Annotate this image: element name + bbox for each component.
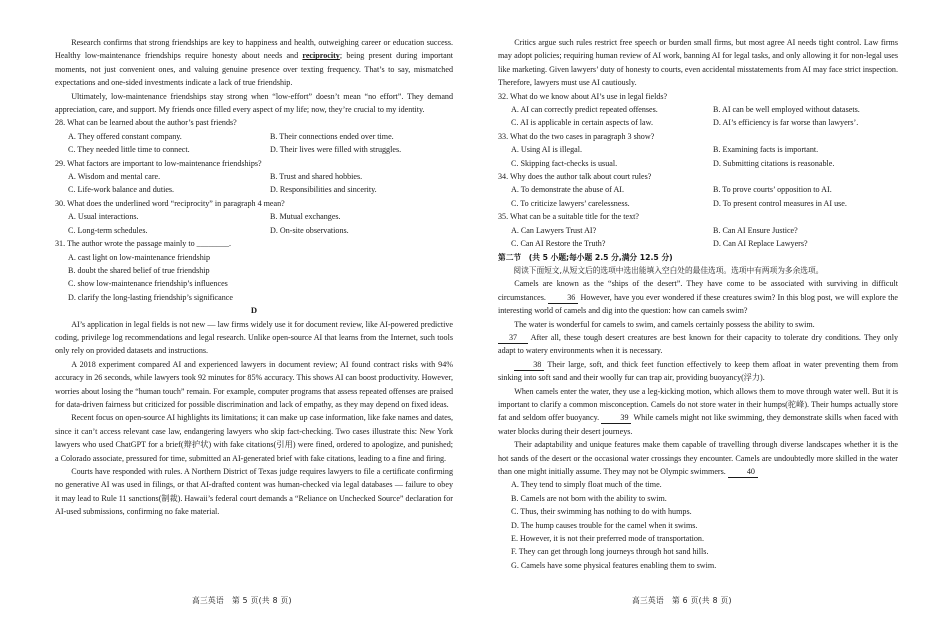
option-a: A. Using AI is illegal. — [511, 145, 583, 155]
cloze-paragraph-5: Their adaptability and unique features make them capable of travelling through diverse landscapes whether it is the hot sands of the desert or the occasional water crossings they encounter. Camels are undoubtedly more skilled in the water than one might initially assume. They may not be Olympic swimmers. 40 — [498, 440, 898, 476]
blank-40[interactable]: 40 — [728, 467, 758, 478]
option-d: D. clarify the long-lasting friendship’s significance — [68, 292, 233, 302]
blank-38[interactable]: 38 — [514, 360, 544, 371]
cloze-paragraph-4: When camels enter the water, they use a leg-kicking motion, which allows them to move through water well. But it is important to clarify a common misconception. Camels do not store water in their humps(驼峰). Their humps actually store fat and seldom offer buoyancy. 39 While camels might not like swimming, they demonstrate skills when faced with water blocks during their desert journeys. — [498, 386, 898, 436]
passage-c-paragraph-1: Research confirms that strong friendships are key to happiness and health, outweighing career or education success. Healthy low-maintenance friendships require honesty about needs and reciprocity; being present during important moments, not just convenient ones, and valuing genuine presence over texting frequency. That’s to say, mismatched expectations and one-sided investments indicate a lack of true friendship. — [55, 38, 453, 88]
option-e: E. However, it is not their preferred mode of transportation. — [511, 534, 704, 544]
question-stem: 33. What do the two cases in paragraph 3 show? — [498, 131, 655, 141]
option-c: C. Life-work balance and duties. — [68, 185, 175, 195]
section-2-heading: 第二节 (共 5 小题;每小题 2.5 分,满分 12.5 分) — [498, 252, 673, 262]
question-32 — [498, 90, 898, 130]
option-a: A. cast light on low-maintenance friendship — [68, 252, 211, 262]
page-footer-6: 高三英语 第 6 页(共 8 页) — [632, 596, 732, 605]
blank-39[interactable]: 39 — [601, 413, 631, 424]
question-34 — [498, 170, 898, 210]
option-a: A. They tend to simply float much of the time. — [511, 480, 662, 490]
option-d: D. On-site observations. — [270, 225, 349, 235]
option-b: B. Camels are not born with the ability to swim. — [511, 493, 667, 503]
section-2-instructions: 阅读下面短文,从短文后的选项中选出能填入空白处的最佳选项。选项中有两项为多余选项。 — [513, 265, 824, 275]
option-d: D. Submitting citations is reasonable. — [713, 158, 835, 168]
question-stem: 30. What does the underlined word “reciprocity” in paragraph 4 mean? — [55, 198, 285, 208]
cloze-paragraph-3: 38 Their large, soft, and thick feet function effectively to keep them afloat in water preventing them from sinking into soft sand and their woolly fur can trap air, providing buoyancy(浮力). — [498, 359, 898, 383]
left-column — [55, 36, 453, 519]
option-b: B. Examining facts is important. — [713, 145, 819, 155]
underlined-word: reciprocity — [302, 51, 340, 61]
option-d: D. Their lives were filled with struggles. — [270, 145, 402, 155]
section-letter-d: D — [250, 305, 258, 316]
question-30 — [55, 197, 453, 237]
option-d: D. Responsibilities and sincerity. — [270, 185, 377, 195]
option-d: D. AI’s efficiency is far worse than lawyers’. — [713, 118, 859, 128]
cloze-paragraph-2: The water is wonderful for camels to swim, and camels certainly possess the ability to swim. — [514, 319, 815, 329]
cloze-paragraph-1: Camels are known as the “ships of the desert”. They have come to be associated with surviving in difficult circumstances. 36 However, have you ever wondered if these creatures swim? In this blog post, we will explore the interesting world of camels and dig into the question: how can camels swim? — [498, 279, 898, 316]
question-31 — [55, 237, 453, 304]
cloze-paragraph-2-cont: 37 After all, these tough desert creatures are best known for their capacity to tolerate dry conditions. They only adapt to watery environments when it is necessary. — [498, 332, 898, 356]
question-33 — [498, 130, 898, 170]
question-stem: 31. The author wrote the passage mainly to ________. — [55, 239, 232, 249]
option-f: F. They can get through long journeys through hot sand hills. — [511, 547, 709, 557]
option-c: C. They needed little time to connect. — [68, 145, 190, 155]
option-g: G. Camels have some physical features enabling them to swim. — [511, 560, 717, 570]
blank-36[interactable]: 36 — [548, 293, 578, 304]
question-29 — [55, 157, 453, 197]
option-c: C. Skipping fact-checks is usual. — [511, 158, 618, 168]
option-b: B. AI can be well employed without datasets. — [713, 105, 860, 115]
option-d: D. To present control measures in AI use. — [713, 198, 847, 208]
passage-d-paragraph-2: A 2018 experiment compared AI and experienced lawyers in document review; AI found contract risks with 94% accuracy in 26 seconds, while lawyers took 92 minutes for 85% accuracy. This shows AI can boost productivity. However, worries about losing the “human touch” remain. For example, computer programs that assess repeated offenses are praised for data-driven fairness but criticized for possible discrimination and lack of empathy, as they may depend on fixed ideas. — [55, 359, 453, 409]
question-stem: 34. Why does the author talk about court rules? — [498, 172, 652, 182]
option-a: A. Usual interactions. — [68, 212, 139, 222]
option-b: B. To prove courts’ opposition to AI. — [713, 185, 832, 195]
option-d: D. The hump causes trouble for the camel when it swims. — [511, 520, 698, 530]
blank-37[interactable]: 37 — [498, 333, 528, 344]
passage-d-paragraph-1: AI’s application in legal fields is not new — law firms widely use it for document review, like AI-powered predictive coding, privilege log recommendations and legal research. Unlike open-source AI that learns from the Internet, such tools only rely on provided datasets and instructions. — [55, 319, 453, 356]
option-c: C. show low-maintenance friendship’s influences — [68, 279, 228, 289]
option-b: B. Mutual exchanges. — [270, 212, 341, 222]
cloze-options — [498, 478, 898, 572]
option-d: D. Can AI Replace Lawyers? — [713, 239, 808, 249]
option-a: A. They offered constant company. — [68, 131, 182, 141]
option-c: C. To criticize lawyers’ carelessness. — [511, 198, 630, 208]
option-a: A. To demonstrate the abuse of AI. — [511, 185, 625, 195]
question-stem: 29. What factors are important to low-maintenance friendships? — [55, 158, 262, 168]
option-c: C. Can AI Restore the Truth? — [511, 239, 606, 249]
question-28 — [55, 116, 453, 156]
option-b: B. Their connections ended over time. — [270, 131, 394, 141]
option-b: B. Can AI Ensure Justice? — [713, 225, 798, 235]
question-35 — [498, 210, 898, 250]
option-a: A. Wisdom and mental care. — [68, 172, 161, 182]
passage-c-paragraph-2: Ultimately, low-maintenance friendships stay strong when “low-effort” doesn’t mean “no effort”. They demand appreciation, care, and support. My friends once filled every aspect of my life; now, they’re crucial to my identity. — [55, 91, 453, 115]
question-stem: 35. What can be a suitable title for the text? — [498, 212, 639, 222]
question-stem: 32. What do we know about AI’s use in legal fields? — [498, 91, 668, 101]
right-column — [498, 36, 898, 572]
passage-d-paragraph-4: Courts have responded with rules. A Northern District of Texas judge requires lawyers to file a certificate confirming no generative AI was used in filings, or that AI-drafted content was human-checked via legal databases — failure to obey it may lead to Rule 11 sanctions(制裁). Hawaii’s federal court demands a “Reliance on Unchecked Source” declaration for AI-used submissions, confirming no fake material. — [55, 467, 453, 517]
passage-d-paragraph-3: Recent focus on open-source AI highlights its limitations; it can make up case information, like fake names and dates, since it can’t access relevant case law, endangering lawyers who skip fact-checking. Two cases illustrate this: New York lawyers who used ChatGPT for a brief(辩护状) with fake citations(引用) were fined, ordered to apologize, and punished; a Colorado associate, pressured for time, submitted an AI-generated brief with fake citations, leading to a fine and firing. — [55, 413, 453, 463]
option-a: A. Can Lawyers Trust AI? — [511, 225, 597, 235]
question-stem: 28. What can be learned about the author’s past friends? — [55, 118, 237, 128]
option-b: B. Trust and shared hobbies. — [270, 172, 363, 182]
option-c: C. Long-term schedules. — [68, 225, 148, 235]
option-c: C. AI is applicable in certain aspects of law. — [511, 118, 653, 128]
option-b: B. doubt the shared belief of true friendship — [68, 265, 210, 275]
option-a: A. AI can correctly predict repeated offenses. — [511, 105, 658, 115]
passage-d-paragraph-5: Critics argue such rules restrict free speech or burden small firms, but most agree AI needs tight control. Law firms may adopt policies; requiring human review of AI work, banning AI for legal tasks, and only allowing it for non-legal uses like marketing. Given lawyers’ duty of honesty to courts, even accidental misstatements from AI may face strict inspection. Therefore, lawyers must use AI cautiously. — [498, 38, 898, 88]
option-c: C. Thus, their swimming has nothing to do with humps. — [511, 507, 692, 517]
page-footer-5: 高三英语 第 5 页(共 8 页) — [192, 596, 292, 605]
